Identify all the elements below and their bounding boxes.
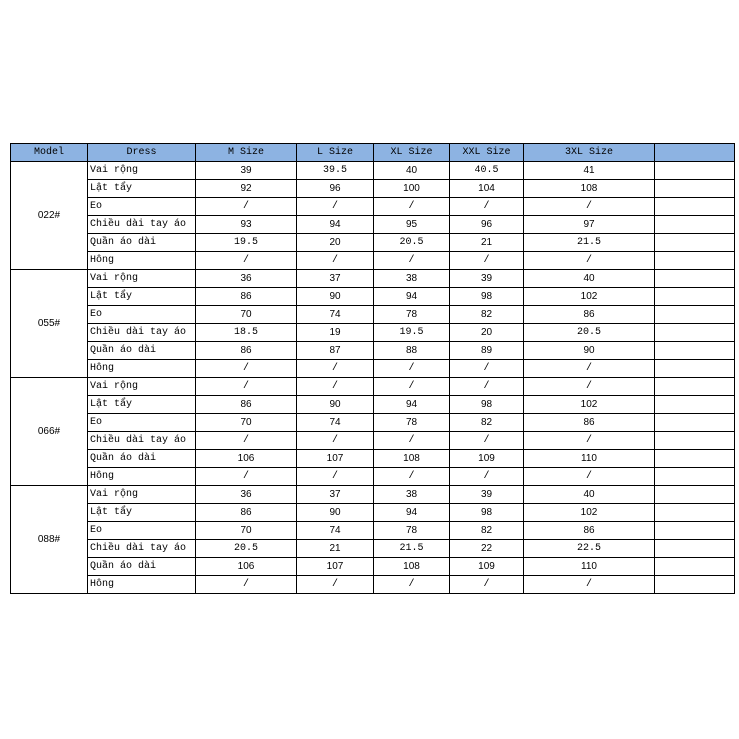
value-cell-xxl: 104 <box>450 180 524 198</box>
value-cell-3xl: / <box>524 576 655 594</box>
value-cell-l: 39.5 <box>297 162 374 180</box>
value-cell-l: 74 <box>297 414 374 432</box>
value-cell-l: 74 <box>297 522 374 540</box>
measurement-label: Quần áo dài <box>88 558 196 576</box>
value-cell-l: / <box>297 198 374 216</box>
value-cell-3xl: 22.5 <box>524 540 655 558</box>
value-cell-xxl: 98 <box>450 288 524 306</box>
value-cell-m: 86 <box>196 288 297 306</box>
value-cell-l: 87 <box>297 342 374 360</box>
header-3xl-size: 3XL Size <box>524 144 655 162</box>
value-cell-m: 18.5 <box>196 324 297 342</box>
value-cell-3xl: 20.5 <box>524 324 655 342</box>
value-cell-l: 19 <box>297 324 374 342</box>
value-cell-3xl: / <box>524 468 655 486</box>
value-cell-xl: 108 <box>374 450 450 468</box>
measurement-label: Eo <box>88 198 196 216</box>
value-cell-xxl: 98 <box>450 396 524 414</box>
value-cell-xl: / <box>374 468 450 486</box>
value-cell-xl: 78 <box>374 306 450 324</box>
table-row <box>11 216 735 234</box>
measurement-label: Chiều dài tay áo <box>88 540 196 558</box>
model-cell: 055# <box>11 270 88 378</box>
value-cell-xl: / <box>374 378 450 396</box>
measurement-label: Chiều dài tay áo <box>88 324 196 342</box>
value-cell-xl: 94 <box>374 288 450 306</box>
value-cell-l: 74 <box>297 306 374 324</box>
empty-cell <box>655 252 735 270</box>
value-cell-m: 70 <box>196 306 297 324</box>
empty-cell <box>655 414 735 432</box>
table-row <box>11 234 735 252</box>
value-cell-xxl: 39 <box>450 270 524 288</box>
value-cell-m: 19.5 <box>196 234 297 252</box>
empty-cell <box>655 432 735 450</box>
value-cell-3xl: 108 <box>524 180 655 198</box>
value-cell-3xl: 110 <box>524 450 655 468</box>
measurement-label: Vai rộng <box>88 486 196 504</box>
table-row <box>11 324 735 342</box>
value-cell-3xl: 102 <box>524 504 655 522</box>
empty-cell <box>655 504 735 522</box>
value-cell-m: / <box>196 198 297 216</box>
empty-cell <box>655 360 735 378</box>
value-cell-xl: 38 <box>374 270 450 288</box>
empty-cell <box>655 216 735 234</box>
value-cell-xl: / <box>374 252 450 270</box>
empty-cell <box>655 396 735 414</box>
value-cell-xxl: 20 <box>450 324 524 342</box>
value-cell-xl: 40 <box>374 162 450 180</box>
empty-cell <box>655 576 735 594</box>
value-cell-l: 37 <box>297 486 374 504</box>
header-model: Model <box>11 144 88 162</box>
measurement-label: Vai rộng <box>88 270 196 288</box>
value-cell-m: / <box>196 360 297 378</box>
measurement-label: Eo <box>88 522 196 540</box>
table-row <box>11 270 735 288</box>
value-cell-3xl: 110 <box>524 558 655 576</box>
value-cell-xxl: 109 <box>450 558 524 576</box>
value-cell-l: 90 <box>297 288 374 306</box>
value-cell-xxl: 98 <box>450 504 524 522</box>
value-cell-m: / <box>196 576 297 594</box>
value-cell-xxl: 82 <box>450 414 524 432</box>
measurement-label: Lật tẩy <box>88 180 196 198</box>
empty-cell <box>655 486 735 504</box>
value-cell-m: / <box>196 432 297 450</box>
table-body <box>11 162 735 594</box>
measurement-label: Vai rộng <box>88 162 196 180</box>
value-cell-m: 92 <box>196 180 297 198</box>
value-cell-xl: / <box>374 198 450 216</box>
measurement-label: Lật tẩy <box>88 288 196 306</box>
value-cell-xxl: / <box>450 432 524 450</box>
value-cell-3xl: 102 <box>524 288 655 306</box>
value-cell-3xl: 41 <box>524 162 655 180</box>
measurement-label: Hông <box>88 252 196 270</box>
value-cell-m: 70 <box>196 414 297 432</box>
table-row <box>11 540 735 558</box>
value-cell-l: / <box>297 432 374 450</box>
value-cell-m: 86 <box>196 396 297 414</box>
header-m-size: M Size <box>196 144 297 162</box>
value-cell-m: 106 <box>196 558 297 576</box>
value-cell-3xl: 86 <box>524 306 655 324</box>
table-row <box>11 558 735 576</box>
value-cell-3xl: / <box>524 432 655 450</box>
measurement-label: Eo <box>88 306 196 324</box>
value-cell-m: 106 <box>196 450 297 468</box>
empty-cell <box>655 180 735 198</box>
value-cell-m: / <box>196 252 297 270</box>
empty-cell <box>655 270 735 288</box>
model-cell: 022# <box>11 162 88 270</box>
table-row <box>11 450 735 468</box>
value-cell-3xl: 90 <box>524 342 655 360</box>
value-cell-l: 107 <box>297 450 374 468</box>
empty-cell <box>655 288 735 306</box>
table-row <box>11 378 735 396</box>
value-cell-m: / <box>196 468 297 486</box>
value-cell-xl: 19.5 <box>374 324 450 342</box>
value-cell-m: 36 <box>196 270 297 288</box>
empty-cell <box>655 324 735 342</box>
value-cell-3xl: 40 <box>524 270 655 288</box>
header-row <box>11 144 735 162</box>
empty-cell <box>655 450 735 468</box>
table-row <box>11 198 735 216</box>
value-cell-xxl: 40.5 <box>450 162 524 180</box>
value-cell-l: / <box>297 576 374 594</box>
model-cell: 088# <box>11 486 88 594</box>
value-cell-xxl: 96 <box>450 216 524 234</box>
value-cell-xl: 20.5 <box>374 234 450 252</box>
measurement-label: Hông <box>88 576 196 594</box>
value-cell-xxl: / <box>450 468 524 486</box>
empty-cell <box>655 198 735 216</box>
value-cell-xl: / <box>374 576 450 594</box>
value-cell-l: 21 <box>297 540 374 558</box>
value-cell-xl: / <box>374 360 450 378</box>
value-cell-3xl: / <box>524 198 655 216</box>
value-cell-xxl: 21 <box>450 234 524 252</box>
value-cell-xxl: 39 <box>450 486 524 504</box>
value-cell-3xl: / <box>524 378 655 396</box>
value-cell-m: 86 <box>196 342 297 360</box>
measurement-label: Hông <box>88 360 196 378</box>
size-chart-table <box>10 143 735 594</box>
value-cell-l: 94 <box>297 216 374 234</box>
value-cell-3xl: 86 <box>524 414 655 432</box>
value-cell-xl: 38 <box>374 486 450 504</box>
value-cell-xxl: / <box>450 360 524 378</box>
value-cell-xxl: / <box>450 576 524 594</box>
value-cell-3xl: 40 <box>524 486 655 504</box>
value-cell-l: / <box>297 252 374 270</box>
measurement-label: Lật tẩy <box>88 504 196 522</box>
value-cell-m: 39 <box>196 162 297 180</box>
header-xxl-size: XXL Size <box>450 144 524 162</box>
measurement-label: Eo <box>88 414 196 432</box>
value-cell-l: 20 <box>297 234 374 252</box>
value-cell-3xl: / <box>524 360 655 378</box>
empty-cell <box>655 162 735 180</box>
header-xl-size: XL Size <box>374 144 450 162</box>
value-cell-xl: 94 <box>374 504 450 522</box>
empty-cell <box>655 378 735 396</box>
measurement-label: Hông <box>88 468 196 486</box>
value-cell-m: 70 <box>196 522 297 540</box>
value-cell-3xl: 102 <box>524 396 655 414</box>
measurement-label: Chiều dài tay áo <box>88 432 196 450</box>
value-cell-l: / <box>297 360 374 378</box>
empty-cell <box>655 522 735 540</box>
value-cell-xl: 21.5 <box>374 540 450 558</box>
table-row <box>11 396 735 414</box>
value-cell-m: 86 <box>196 504 297 522</box>
empty-cell <box>655 234 735 252</box>
table-row <box>11 252 735 270</box>
value-cell-3xl: 97 <box>524 216 655 234</box>
table-row <box>11 306 735 324</box>
value-cell-xl: 95 <box>374 216 450 234</box>
value-cell-xxl: 89 <box>450 342 524 360</box>
value-cell-m: 93 <box>196 216 297 234</box>
value-cell-m: 36 <box>196 486 297 504</box>
empty-cell <box>655 558 735 576</box>
empty-cell <box>655 342 735 360</box>
empty-cell <box>655 468 735 486</box>
header-empty <box>655 144 735 162</box>
value-cell-xxl: 22 <box>450 540 524 558</box>
table-row <box>11 432 735 450</box>
table-row <box>11 180 735 198</box>
table-row <box>11 342 735 360</box>
table-row <box>11 522 735 540</box>
value-cell-3xl: 86 <box>524 522 655 540</box>
table-row <box>11 360 735 378</box>
value-cell-xl: 100 <box>374 180 450 198</box>
value-cell-l: 107 <box>297 558 374 576</box>
value-cell-l: / <box>297 468 374 486</box>
table-row <box>11 162 735 180</box>
measurement-label: Chiều dài tay áo <box>88 216 196 234</box>
value-cell-xl: 94 <box>374 396 450 414</box>
empty-cell <box>655 306 735 324</box>
value-cell-xl: 108 <box>374 558 450 576</box>
value-cell-3xl: 21.5 <box>524 234 655 252</box>
header-dress: Dress <box>88 144 196 162</box>
value-cell-xxl: 109 <box>450 450 524 468</box>
measurement-label: Quần áo dài <box>88 342 196 360</box>
model-cell: 066# <box>11 378 88 486</box>
measurement-label: Lật tẩy <box>88 396 196 414</box>
table-row <box>11 288 735 306</box>
table-row <box>11 576 735 594</box>
value-cell-m: 20.5 <box>196 540 297 558</box>
value-cell-xxl: 82 <box>450 306 524 324</box>
value-cell-xl: 88 <box>374 342 450 360</box>
value-cell-l: 90 <box>297 504 374 522</box>
measurement-label: Vai rộng <box>88 378 196 396</box>
value-cell-xl: / <box>374 432 450 450</box>
value-cell-xl: 78 <box>374 414 450 432</box>
table-row <box>11 486 735 504</box>
value-cell-xxl: / <box>450 378 524 396</box>
value-cell-xxl: / <box>450 198 524 216</box>
empty-cell <box>655 540 735 558</box>
value-cell-l: 37 <box>297 270 374 288</box>
value-cell-l: 96 <box>297 180 374 198</box>
measurement-label: Quần áo dài <box>88 450 196 468</box>
value-cell-l: 90 <box>297 396 374 414</box>
table-row <box>11 414 735 432</box>
value-cell-xxl: / <box>450 252 524 270</box>
value-cell-m: / <box>196 378 297 396</box>
table-row <box>11 468 735 486</box>
value-cell-l: / <box>297 378 374 396</box>
measurement-label: Quần áo dài <box>88 234 196 252</box>
table-row <box>11 504 735 522</box>
header-l-size: L Size <box>297 144 374 162</box>
value-cell-xl: 78 <box>374 522 450 540</box>
value-cell-3xl: / <box>524 252 655 270</box>
value-cell-xxl: 82 <box>450 522 524 540</box>
